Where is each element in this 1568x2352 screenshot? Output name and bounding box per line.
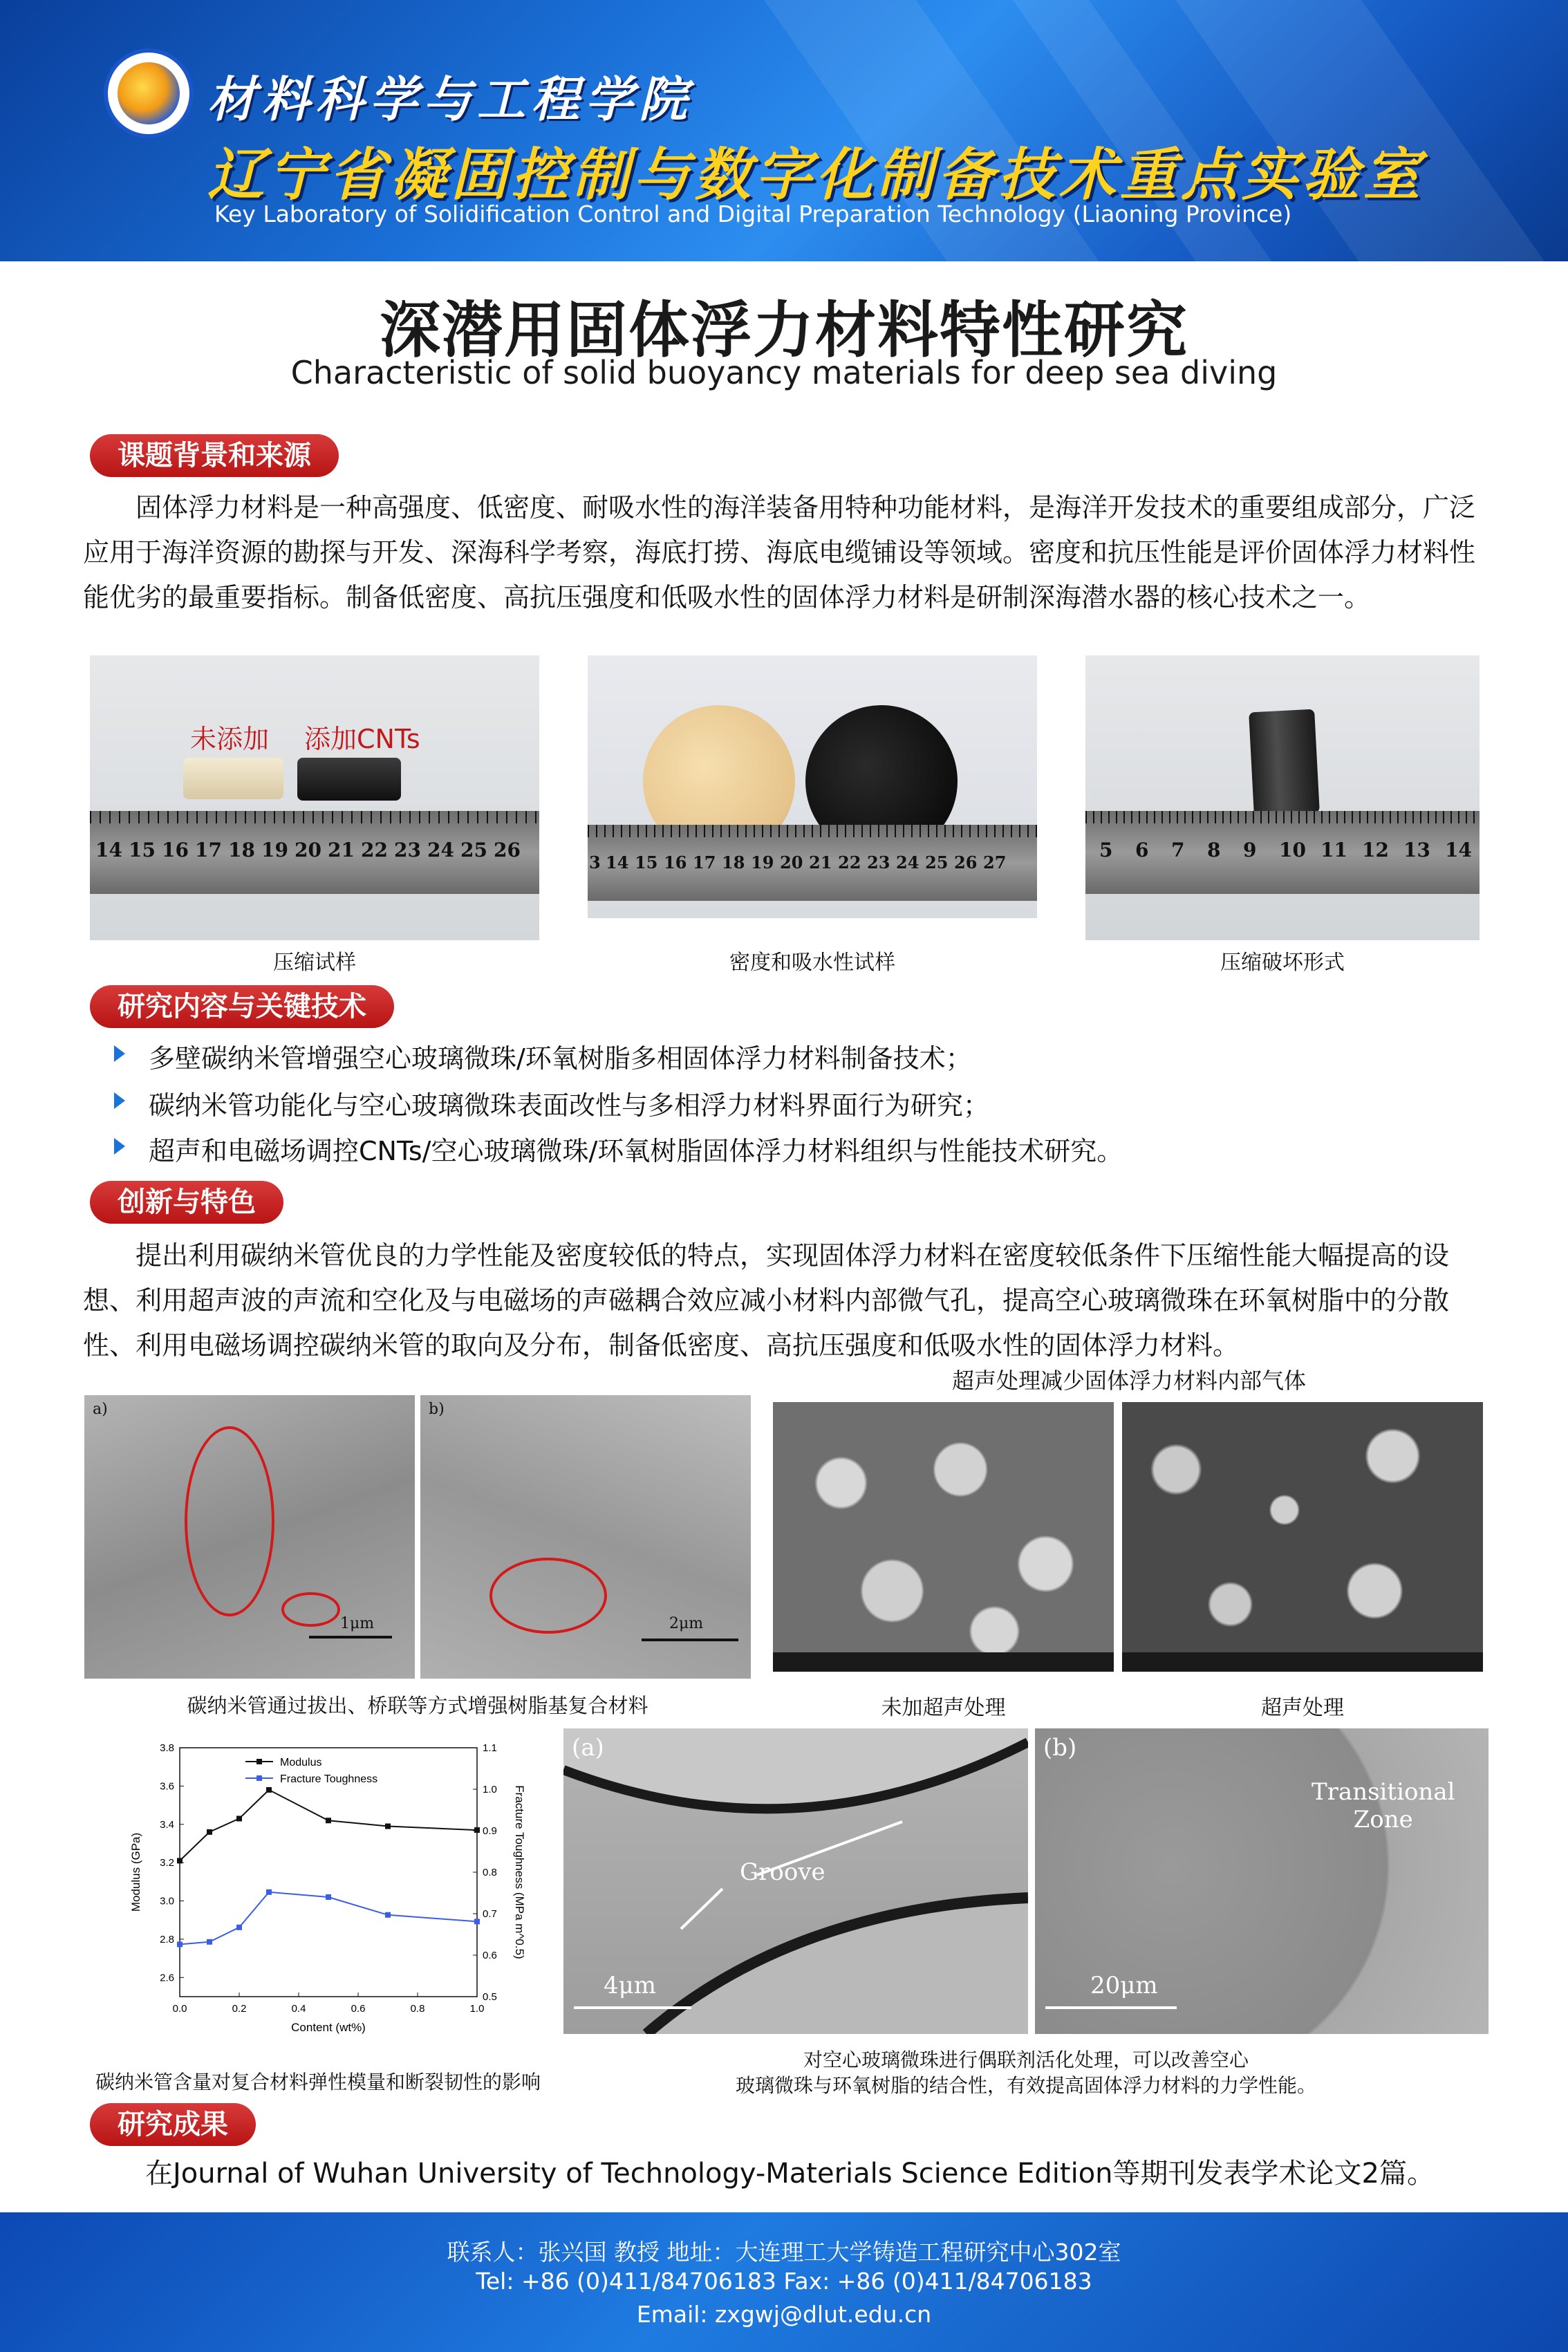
scale-bar (309, 1636, 392, 1639)
transitional-zone-label (1312, 1778, 1455, 1833)
ruler-number: 10 (1279, 839, 1306, 861)
data-point (236, 1816, 242, 1821)
ruler-number: 3 (589, 852, 601, 872)
data-point (385, 1912, 391, 1918)
data-point (177, 1858, 183, 1863)
x-axis-label: Content (wt%) (291, 2021, 366, 2034)
poster-subtitle: Characteristic of solid buoyancy materials for deep sea diving (290, 354, 1278, 391)
ruler-number: 23 (867, 852, 890, 872)
scale-label: 2μm (669, 1615, 704, 1632)
y-tick-label: 3.4 (160, 1818, 174, 1831)
y2-tick-label: 0.7 (483, 1908, 497, 1920)
contact-line: 联系人：张兴国 教授 地址：大连理工大学铸造工程研究中心302室 (447, 2239, 1121, 2266)
chart-svg (83, 1734, 567, 2052)
ruler-number: 14 (95, 839, 122, 861)
ruler-number: 25 (460, 839, 487, 861)
ruler-number: 11 (1320, 839, 1347, 861)
ultrasound-caption-right: 超声处理 (1261, 1696, 1344, 1720)
background-paragraph: 固体浮力材料是一种高强度、低密度、耐吸水性的海洋装备用特种功能材料，是海洋开发技术的重要组成部分，广泛应用于海洋资源的勘探与开发、深海科学考察，海底打捞、海底电缆铺设等领域。密度和抗压性能是评价固体浮力材料性能优劣的最重要指标。制备低密度、高抗压强度和低吸水性的固体浮力材料是研制深海潜水器的核心技术之一。 (83, 492, 1476, 613)
list-item: 多壁碳纳米管增强空心玻璃微珠/环氧树脂多相固体浮力材料制备技术； (149, 1043, 972, 1074)
sem-no-ultrasound (773, 1402, 1114, 1672)
x-tick-label: 0.2 (232, 2003, 247, 2015)
ruler-number: 5 (1099, 839, 1113, 861)
section-label-research: 研究内容与关键技术 (90, 985, 394, 1028)
legend-label: Fracture Toughness (280, 1773, 378, 1785)
ruler-number: 9 (1243, 839, 1257, 861)
list-item: 超声和电磁场调控CNTs/空心玻璃微珠/环氧树脂固体浮力材料组织与性能技术研究。 (149, 1136, 1123, 1166)
scale-label: 20μm (1090, 1972, 1158, 1999)
ruler-number: 26 (494, 839, 521, 861)
cnt-sample-cylinder (297, 758, 401, 801)
poster-title: 深潜用固体浮力材料特性研究 (379, 295, 1188, 366)
ruler-number: 21 (809, 852, 832, 872)
sem-image-b (420, 1395, 751, 1679)
legend-marker (256, 1759, 262, 1764)
bullet-arrow-icon (114, 1138, 125, 1155)
ultrasound-caption-left: 未加超声处理 (881, 1696, 1006, 1720)
y2-axis-label: Fracture Toughness (MPa m^0.5) (513, 1785, 526, 1959)
x-tick-label: 0.4 (291, 2003, 306, 2015)
groove-label: Groove (740, 1858, 825, 1886)
plot-frame (180, 1748, 477, 1997)
y2-tick-label: 1.0 (483, 1784, 497, 1795)
ruler-number: 16 (162, 839, 189, 861)
legend-label: Modulus (280, 1757, 322, 1768)
highlight-ellipse (489, 1558, 607, 1634)
series-line-modulus (180, 1790, 477, 1860)
ruler (1085, 811, 1480, 894)
data-point (266, 1889, 272, 1895)
bullet-arrow-icon (114, 1045, 125, 1062)
label-no-cnt: 未添加 (190, 724, 270, 754)
interface-sem-a (563, 1728, 1028, 2034)
y-tick-label: 2.6 (160, 1972, 174, 1984)
compression-failure-photo (1085, 655, 1480, 940)
modulus-toughness-chart (83, 1734, 567, 2052)
x-tick-label: 1.0 (469, 2003, 485, 2015)
ruler-number: 24 (427, 839, 454, 861)
y2-tick-label: 0.9 (483, 1825, 497, 1837)
header-banner (0, 0, 1568, 261)
data-point (326, 1818, 331, 1823)
data-point (207, 1939, 212, 1945)
zone-label: Zone (1353, 1806, 1413, 1833)
ruler-number: 14 (606, 852, 629, 872)
ruler-number: 8 (1207, 839, 1221, 861)
ruler-number: 26 (954, 852, 978, 872)
y2-tick-label: 0.8 (483, 1867, 497, 1878)
data-point (474, 1919, 480, 1924)
fractured-sample (1249, 709, 1320, 816)
ruler (588, 825, 1037, 901)
ruler-number: 15 (129, 839, 156, 861)
y-tick-label: 3.8 (160, 1742, 174, 1754)
section-label-results: 研究成果 (90, 2103, 256, 2146)
ruler-number: 18 (228, 839, 255, 861)
plain-sample-cylinder (183, 758, 283, 799)
section-label-innovation: 创新与特色 (90, 1181, 283, 1224)
scale-bar (1045, 2006, 1177, 2009)
ruler-number: 20 (780, 852, 803, 872)
scale-bar (642, 1639, 738, 1641)
bullet-arrow-icon (114, 1092, 125, 1109)
highlight-ellipse (281, 1592, 340, 1627)
ruler-number: 22 (361, 839, 388, 861)
y2-tick-label: 0.5 (483, 1991, 497, 2003)
email-line: Email: zxgwj@dlut.edu.cn (636, 2301, 932, 2328)
scale-bar (574, 2006, 691, 2009)
ruler-number: 21 (328, 839, 355, 861)
compression-sample-photo (90, 655, 539, 940)
highlight-ellipse (185, 1426, 274, 1616)
x-tick-label: 0.0 (172, 2003, 187, 2015)
density-sample-photo (588, 655, 1037, 918)
photo-caption: 密度和吸水性试样 (729, 951, 895, 975)
ruler-number: 27 (983, 852, 1007, 872)
label-with-cnt: 添加CNTs (304, 724, 420, 754)
ruler-number: 20 (295, 839, 321, 861)
sem-info-strip (1122, 1652, 1483, 1672)
photo-caption: 压缩试样 (273, 951, 356, 975)
ruler-number: 15 (635, 852, 658, 872)
x-tick-label: 0.6 (351, 2003, 366, 2015)
sem-info-strip (773, 1652, 1114, 1672)
ruler-number: 19 (751, 852, 774, 872)
y-tick-label: 2.8 (160, 1933, 174, 1945)
lab-name-english: Key Laboratory of Solidification Control and Digital Preparation Technology (Liaoning Province) (214, 200, 1292, 227)
ruler (90, 811, 539, 894)
legend-marker (256, 1775, 262, 1781)
sem-caption: 碳纳米管通过拔出、桥联等方式增强树脂基复合材料 (187, 1694, 648, 1717)
ruler-number: 25 (925, 852, 949, 872)
series-line-toughness (180, 1892, 477, 1945)
ruler-number: 18 (722, 852, 745, 872)
ruler-ticks (588, 825, 1037, 837)
footer-contact (0, 2212, 1568, 2352)
ruler-number: 13 (1403, 839, 1430, 861)
scale-label: 4μm (604, 1972, 656, 1999)
ruler-ticks (1085, 811, 1480, 823)
sem-image-a (84, 1395, 415, 1679)
scale-label: 1μm (340, 1615, 375, 1632)
data-point (236, 1925, 242, 1930)
interface-sem-b (1035, 1728, 1488, 2034)
x-tick-label: 0.8 (410, 2003, 425, 2015)
ruler-number: 14 (1445, 839, 1472, 861)
photo-caption: 压缩破坏形式 (1220, 951, 1345, 975)
results-text: 在Journal of Wuhan University of Technology-Materials Science Edition等期刊发表学术论文2篇。 (145, 2158, 1435, 2190)
interface-caption-line1: 对空心玻璃微珠进行偶联剂活化处理，可以改善空心 (803, 2048, 1249, 2071)
ruler-ticks (90, 811, 539, 823)
innovation-paragraph: 提出利用碳纳米管优良的力学性能及密度较低的特点，实现固体浮力材料在密度较低条件下压缩性能大幅提高的设想、利用超声波的声流和空化及与电磁场的声磁耦合效应减小材料内部微气孔，提高空心玻璃微珠在环氧树脂中的分散性、利用电磁场调控碳纳米管的取向及分布，制备低密度、高抗压强度和低吸水性的固体浮力材料。 (83, 1240, 1450, 1361)
ruler-number: 7 (1171, 839, 1185, 861)
panel-label: a) (93, 1401, 108, 1418)
ruler-number: 6 (1135, 839, 1149, 861)
interface-caption-line2: 玻璃微珠与环氧树脂的结合性，有效提高固体浮力材料的力学性能。 (735, 2074, 1316, 2097)
panel-label: b) (429, 1401, 445, 1418)
ruler-number: 17 (195, 839, 222, 861)
ruler-number: 22 (838, 852, 861, 872)
data-point (266, 1787, 272, 1793)
y2-tick-label: 1.1 (483, 1742, 497, 1754)
ruler-number: 24 (896, 852, 920, 872)
ruler-number: 16 (664, 852, 687, 872)
school-name: 材料科学与工程学院 (207, 71, 693, 128)
ruler-number: 19 (261, 839, 288, 861)
lab-name-chinese: 辽宁省凝固控制与数字化制备技术重点实验室 (207, 142, 1424, 208)
data-point (385, 1824, 391, 1829)
data-point (326, 1894, 331, 1900)
data-point (474, 1827, 480, 1833)
university-logo (104, 48, 194, 138)
list-item: 碳纳米管功能化与空心玻璃微珠表面改性与多相浮力材料界面行为研究； (149, 1090, 990, 1121)
phone-line: Tel: +86 (0)411/84706183 Fax: +86 (0)411/84706183 (476, 2268, 1092, 2295)
panel-label: (a) (572, 1734, 604, 1762)
panel-label: (b) (1043, 1734, 1077, 1762)
data-point (207, 1829, 212, 1835)
ruler-number: 17 (693, 852, 716, 872)
ruler-number: 12 (1362, 839, 1389, 861)
y-tick-label: 3.6 (160, 1780, 174, 1793)
chart-caption: 碳纳米管含量对复合材料弹性模量和断裂韧性的影响 (95, 2071, 541, 2093)
y2-tick-label: 0.6 (483, 1950, 497, 1961)
section-label-background: 课题背景和来源 (90, 434, 339, 477)
ultrasound-heading: 超声处理减少固体浮力材料内部气体 (951, 1368, 1306, 1394)
sem-with-ultrasound (1122, 1402, 1483, 1672)
y-tick-label: 3.0 (160, 1895, 174, 1907)
y-tick-label: 3.2 (160, 1857, 174, 1869)
y-axis-label: Modulus (GPa) (129, 1832, 142, 1912)
logo-emblem-icon (118, 62, 180, 124)
data-point (177, 1941, 183, 1947)
transitional-label: Transitional (1312, 1778, 1455, 1806)
ruler-number: 23 (394, 839, 421, 861)
